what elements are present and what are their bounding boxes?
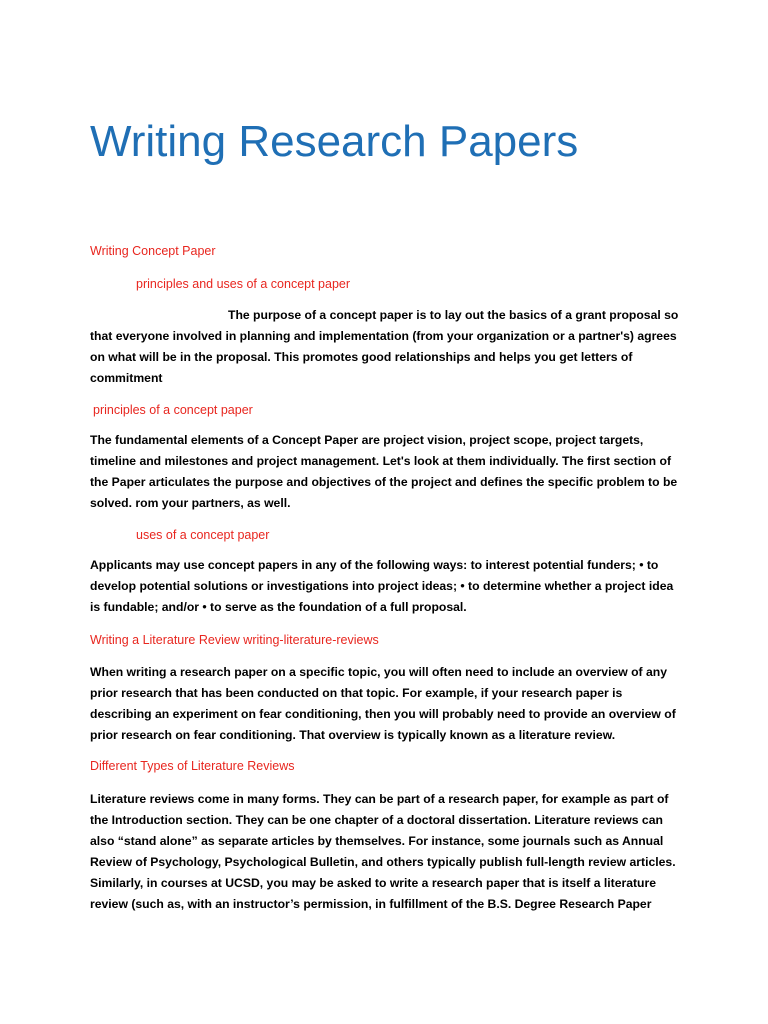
heading-types-of-reviews: Different Types of Literature Reviews bbox=[90, 759, 295, 773]
paragraph-line: Literature reviews come in many forms. They can be part of a research paper, for example as part of bbox=[90, 792, 669, 806]
paragraph-line: is fundable; and/or • to serve as the foundation of a full proposal. bbox=[90, 600, 467, 614]
paragraph-line: the Paper articulates the purpose and objectives of the project and defines the specific problem to be bbox=[90, 475, 678, 489]
heading-literature-review: Writing a Literature Review writing-literature-reviews bbox=[90, 633, 379, 647]
paragraph-purpose bbox=[90, 305, 680, 389]
paragraph-line: Applicants may use concept papers in any of the following ways: to interest potential funders; • to bbox=[90, 558, 659, 572]
paragraph-line: Review of Psychology, Psychological Bulletin, and others typically publish full-length review articles. bbox=[90, 855, 676, 869]
paragraph-line: prior research on fear conditioning. That overview is typically known as a literature review. bbox=[90, 728, 616, 742]
paragraph-line: on what will be in the proposal. This promotes good relationships and helps you get letters of bbox=[90, 350, 633, 364]
paragraph-line: The purpose of a concept paper is to lay out the basics of a grant proposal so bbox=[228, 308, 679, 322]
paragraph-fundamental bbox=[90, 430, 680, 514]
heading-uses: uses of a concept paper bbox=[136, 528, 270, 542]
heading-principles-and-uses: principles and uses of a concept paper bbox=[136, 277, 351, 291]
paragraph-line: review (such as, with an instructor’s permission, in fulfillment of the B.S. Degree Research Paper bbox=[90, 897, 652, 911]
paragraph-line: describing an experiment on fear conditioning, then you will probably need to provide an overview of bbox=[90, 707, 676, 721]
paragraph-line: develop potential solutions or investigations into project ideas; • to determine whether a project idea bbox=[90, 579, 674, 593]
paragraph-line: solved. rom your partners, as well. bbox=[90, 496, 291, 510]
paragraph-line: the Introduction section. They can be one chapter of a doctoral dissertation. Literature reviews can bbox=[90, 813, 663, 827]
paragraph-line: Similarly, in courses at UCSD, you may be asked to write a research paper that is itself a literature bbox=[90, 876, 657, 890]
heading-writing-concept-paper: Writing Concept Paper bbox=[90, 244, 216, 258]
page-title: Writing Research Papers bbox=[90, 117, 579, 166]
paragraph-applicants bbox=[90, 555, 680, 618]
paragraph-research bbox=[90, 662, 680, 746]
paragraph-line: commitment bbox=[90, 371, 163, 385]
heading-principles: principles of a concept paper bbox=[93, 403, 253, 417]
paragraph-line: prior research that has been conducted on that topic. For example, if your research paper is bbox=[90, 686, 623, 700]
paragraph-forms bbox=[90, 789, 680, 915]
paragraph-line: When writing a research paper on a specific topic, you will often need to include an overview of any bbox=[90, 665, 667, 679]
paragraph-line: timeline and milestones and project management. Let's look at them individually. The first section of bbox=[90, 454, 672, 468]
paragraph-line: The fundamental elements of a Concept Paper are project vision, project scope, project targets, bbox=[90, 433, 644, 447]
paragraph-line: that everyone involved in planning and implementation (from your organization or a partner's) agrees bbox=[90, 329, 677, 343]
paragraph-line: also “stand alone” as separate articles by themselves. For instance, some journals such as Annual bbox=[90, 834, 664, 848]
